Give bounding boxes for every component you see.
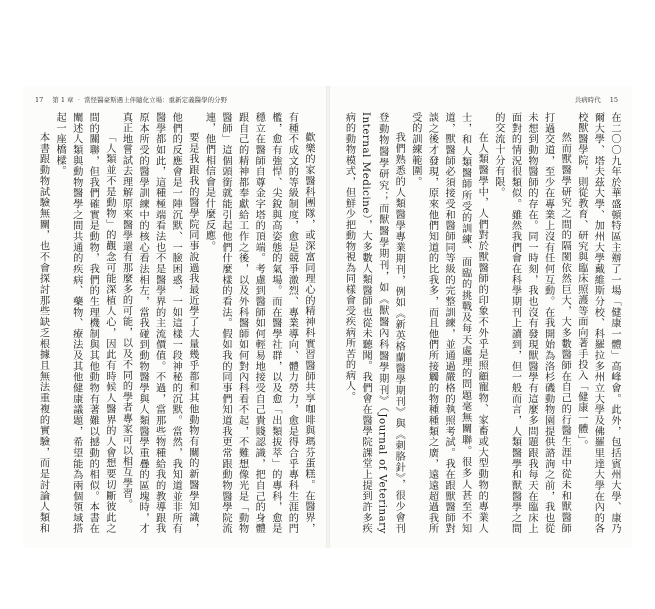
left-paragraph: 「人類並不是動物」的觀念可能深植人心，因此有時候人醫界的人會想要切斷彼此之間的關聯，但我們確實是動物，我們的生理機制與其他動物有著難以撼動的相似。本書在闡述人類與動物醫學之間共通的疾病、藥物、療法及其他健康議題，希望能為兩個領域搭起一座橋樑。 <box>54 112 115 534</box>
right-page-header <box>575 95 618 104</box>
left-page <box>23 86 326 548</box>
right-paragraph: 在人類醫學中，人們對於獸醫師的印象不外乎是照顧寵物、家畜或大型動物的專業人士，和人類醫師所受的訓練、面臨的挑戰及每天處理的問題毫無關聯。很多人甚至不知道，獸醫師必須接受和醫師同等級的完整訓練，並通過嚴格的執照考試。我在跟獸醫師對談之後才發現，原來他們知道的比我多，而且他們所接觸的物種種類之廣，遠遠超過我所受的訓練範圍。 <box>409 112 488 534</box>
left-paragraph: 要是我跟我的醫學院同事說過我最近學了大量幾乎都和其他動物有關的新醫學知識，他們的反應會是一陣沉默、一臉困惑，一如這樣一段神秘的沉默。當然，我知道並非所有醫學都如此，這種極端看法也不是醫學界的主流價值。不過，當那些物種給我的教導跟我原本所受的醫學訓練中的核心看法相左，當我碰到動物醫學與人類醫學重疊的區塊時，才真正地嘗試去理解原來醫學還有那麼多的可能，以及不同的學者專家可以相互學習。 <box>120 112 198 534</box>
left-page-header <box>35 95 227 104</box>
left-page-number: 17 <box>35 96 44 104</box>
right-page <box>330 86 632 548</box>
left-page-body <box>33 112 316 534</box>
right-page-number: 15 <box>609 96 618 104</box>
right-paragraph: 我們熟悉的人類醫學專業期刊，例如《新英格蘭醫學期刊》與《刺胳針》，很少會刊登動物醫學研究；而獸醫學期刊，如《獸醫內科醫學期刊》（Journal of Veterinary Internal Medicine），大多數人類醫師也從未聽聞。我們會在醫學院課堂上提到許多疾病的動物模式，但鮮少把動物視為同樣會受疾病所苦的病人。 <box>343 112 405 534</box>
right-paragraph: 然而獸醫學研究之間的隔閡依然巨大，大多數醫師在自己的行醫生涯中從未和獸醫師打過交道，至少在專業上沒有任何互動。在我開始為洛杉磯動物園提供諮詢之前，我也從未想到動物醫師的存在。同一時刻，我也沒有發現獸醫學有這麼多問題跟我每天在臨床上面對的情況很類似。雖然我們會在科學期刊上讀到，但一般而言，人類醫學和獸醫學之間的交流十分有限。 <box>492 112 571 534</box>
left-paragraph: 本書跟動物試驗無關，也不會探討那些缺乏根據且無法重複的實驗，而是討論人類和 <box>37 132 49 534</box>
right-running-head: 共病時代 <box>574 96 601 104</box>
left-running-head: 第 1 章 ‧ 當怪醫豪斯遇上伴隨化立場：重新定義醫學的分野 <box>52 96 228 104</box>
left-paragraph: 歡樂的家醫科團隊，或深富同理心的精神科實習醫師共享咖啡與瑪芬蛋糕。在醫界，有種不成文的等級制度，愈是競爭激烈、專業導向、體力勞力，愈是得合乎專科生涯的門檻，愈有強悍、尖銳與高姿態的氣場。而在醫學社群，以及愈「出類拔萃」的專科，愈是穩立在醫師自尊金字塔的頂端。考慮到醫師如何輕易地接受自己貴賤認識，把自己的身體跟自己的精神都奉獻給工作之後，以及外科醫師如何對內科看不起，不難想像光是「動物醫師」這個頭銜就能引起他們什麼樣的看法。假如我的同事們知道我更常跟動物醫學院流連，他們相信會是什麼反應。 <box>203 112 314 534</box>
right-paragraph: 在二〇〇九年於華盛頓特區主辦了一場「健康一體」高峰會。此外，包括賓州大學、康乃爾大學、塔夫茲大學、加州大學戴維斯分校、科羅拉多州立大學及佛羅里達大學在內的各校獸醫學院，則從教育、研究與臨床照護等面向著手投入「健康一體」。 <box>575 112 620 534</box>
right-page-body <box>340 112 622 534</box>
